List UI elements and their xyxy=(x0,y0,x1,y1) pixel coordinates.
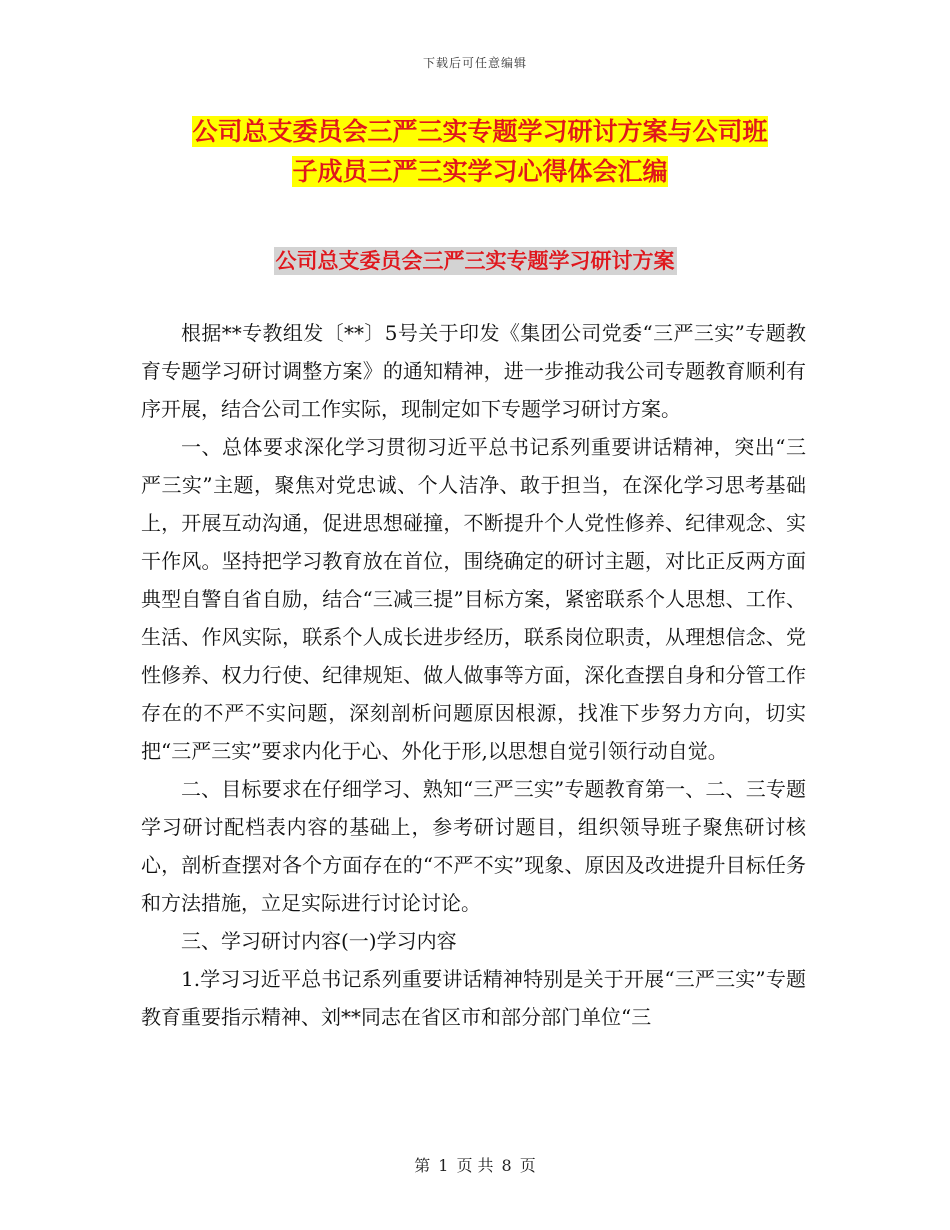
paragraph-study-item-1: 1.学习习近平总书记系列重要讲话精神特别是关于开展“三严三实”专题教育重要指示精神、刘**同志在省区市和部分部门单位“三 xyxy=(141,967,806,1029)
paragraph-goal-requirements: 二、目标要求在仔细学习、熟知“三严三实”专题教育第一、二、三专题学习研讨配档表内容的基础上，参考研讨题目，组织领导班子聚焦研讨核心，剖析查摆对各个方面存在的“不严不实”现象、原因及改进提升目标任务和方法措施，立足实际进行讨论讨论。 xyxy=(141,777,806,915)
document-title xyxy=(150,112,810,192)
page-number: 1 xyxy=(438,1156,449,1175)
paragraph-intro: 根据**专教组发〔**〕5号关于印发《集团公司党委“三严三实”专题教育专题学习研讨调整方案》的通知精神，进一步推动我公司专题教育顺利有序开展，结合公司工作实际，现制定如下专题学习研讨方案。 xyxy=(141,321,806,421)
section-title-text: 公司总支委员会三严三实专题学习研讨方案 xyxy=(275,249,675,273)
page-label-prefix: 第 xyxy=(414,1156,431,1175)
document-title-line1: 公司总支委员会三严三实专题学习研讨方案与公司班 xyxy=(192,117,768,146)
header-note: 下载后可任意编辑 xyxy=(422,56,527,70)
paragraph-overall-requirements: 一、总体要求深化学习贯彻习近平总书记系列重要讲话精神，突出“三严三实”主题，聚焦对党忠诚、个人洁净、敢于担当，在深化学习思考基础上，开展互动沟通，促进思想碰撞，不断提升个人党性修养、纪律观念、实干作风。坚持把学习教育放在首位，围绕确定的研讨主题，对比正反两方面典型自警自省自励，结合“三减三提”目标方案，紧密联系个人思想、工作、生活、作风实际，联系个人成长进步经历，联系岗位职责，从理想信念、党性修养、权力行使、纪律规矩、做人做事等方面，深化查摆自身和分管工作存在的不严不实问题，深刻剖析问题原因根源，找准下步努力方向，切实把“三严三实”要求内化于心、外化于形,以思想自觉引领行动自觉。 xyxy=(141,435,806,763)
paragraph-study-content-heading: 三、学习研讨内容(一)学习内容 xyxy=(181,929,457,953)
section-title xyxy=(0,244,950,278)
page-label-mid: 页 共 xyxy=(456,1156,494,1175)
page-footer xyxy=(0,1153,950,1176)
document-body xyxy=(141,314,806,1036)
page-label-suffix: 页 xyxy=(519,1156,536,1175)
page-total: 8 xyxy=(501,1156,512,1175)
document-title-line2: 子成员三严三实学习心得体会汇编 xyxy=(292,157,668,186)
